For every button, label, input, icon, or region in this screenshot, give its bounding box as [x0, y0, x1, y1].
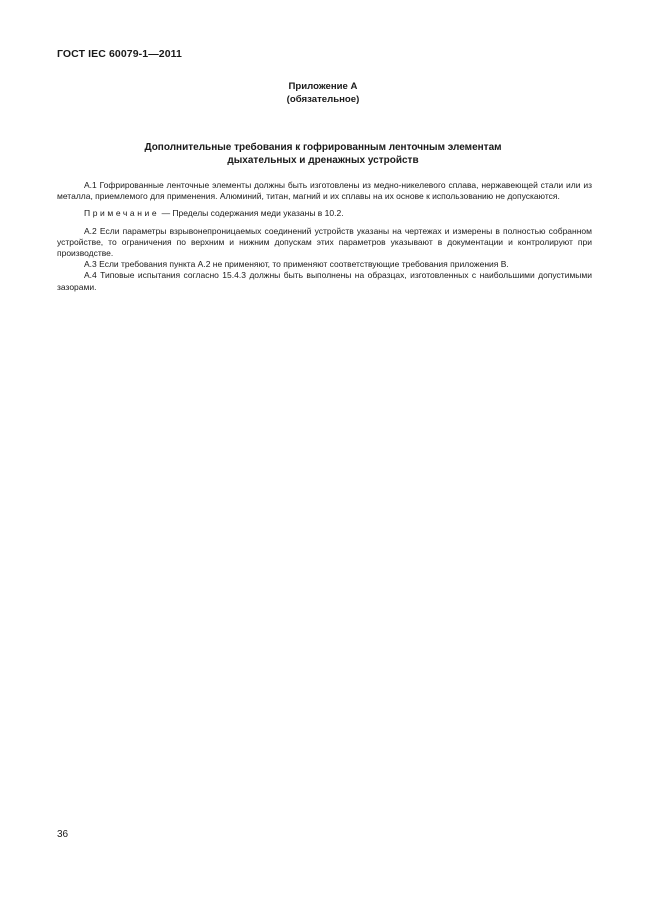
section-title-line-2: дыхательных и дренажных устройств: [227, 155, 419, 166]
section-heading: [0, 141, 646, 167]
appendix-heading: [0, 81, 646, 106]
note-text: — Пределы содержания меди указаны в 10.2.: [159, 208, 344, 219]
note-paragraph: [57, 208, 592, 219]
paragraph-a4: А.4 Типовые испытания согласно 15.4.3 должны быть выполнены на образцах, изготовленных с наибольшими допустимыми зазорами.: [57, 270, 592, 292]
note-label: Примечание: [84, 208, 160, 219]
paragraph-a1: А.1 Гофрированные ленточные элементы должны быть изготовлены из медно-никелевого сплава, нержавеющей стали или из металла, приемлемого для применения. Алюминий, титан, магний и их сплавы на их основе к использованию не допускаются.: [57, 180, 592, 202]
document-code-header: ГОСТ IEC 60079-1—2011: [57, 48, 182, 60]
paragraph-a3: А.3 Если требования пункта А.2 не применяют, то применяют соответствующие требования приложения В.: [84, 259, 509, 270]
page-number: 36: [57, 829, 69, 840]
paragraph-a2: А.2 Если параметры взрывонепроницаемых соединений устройств указаны на чертежах и измерены в полностью собранном устройстве, то ограничения по верхним и нижним допускам этих параметров указывают в документации и контролируют при производстве.: [57, 225, 592, 259]
section-title-line-1: Дополнительные требования к гофрированным ленточным элементам: [144, 142, 502, 153]
appendix-title: Приложение А: [288, 81, 358, 92]
document-body: [57, 180, 592, 293]
appendix-status: (обязательное): [286, 93, 360, 105]
